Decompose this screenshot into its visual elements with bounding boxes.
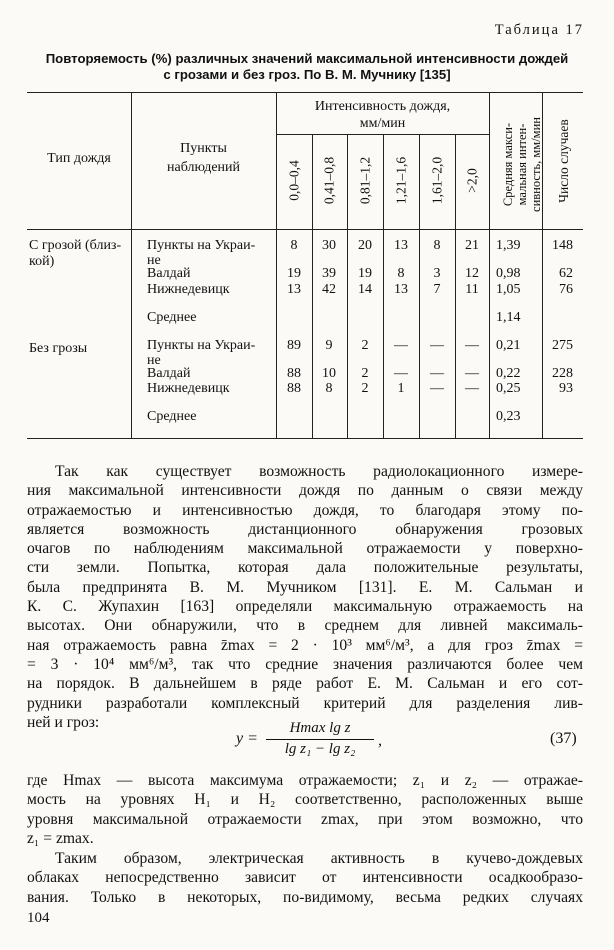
header-intensity-line-2: мм/мин (359, 116, 406, 131)
case-count-cell: 148 (552, 238, 573, 253)
equation-number: (37) (550, 730, 577, 747)
paragraph-2 (27, 771, 583, 848)
avg-intensity-cell: 1,14 (496, 310, 521, 325)
table-cell: 2 (361, 381, 369, 396)
table-top-rule (27, 92, 583, 93)
table-cell: — (430, 381, 444, 396)
formula-comma: , (378, 732, 382, 749)
text-line: ная отражаемость равна z̄max = 2 · 10³ мм⁶/м³, а для гроз z̄max = (27, 636, 583, 654)
header-case-count: Число случаев (556, 119, 571, 203)
header-rain-type: Тип дождя (47, 151, 111, 166)
formula-denominator: lg z₁ − lg z₂ (284, 741, 356, 757)
table-cell: — (465, 381, 479, 396)
case-count-cell: 76 (559, 282, 573, 297)
text-line: была предпринята В. М. Мучником [131]. Е. М. Сальман и (27, 578, 583, 596)
table-cell: 13 (287, 282, 301, 297)
table-cell: — (394, 338, 408, 353)
table-cell: 14 (358, 282, 372, 297)
station-name: не (147, 253, 161, 268)
case-count-cell: 93 (559, 381, 573, 396)
station-name: Нижнедевицк (147, 381, 230, 396)
table-header-rule (27, 229, 583, 230)
table-cell: 8 (290, 238, 298, 253)
text-line: где Hmax — высота максимума отражаемости; z₁ и z₂ — отражае- (27, 772, 583, 789)
text-line: облаках непосредственно зависит от интенсивности осадкообразо- (27, 869, 583, 887)
avg-intensity-cell: 0,21 (496, 338, 521, 353)
text-line: отражаемостью и интенсивностью дождя, то благодаря этому по- (27, 501, 583, 519)
header-interval: 0,0–0,4 (286, 160, 302, 201)
text-line: Так как существует возможность радиолокационного измере- (55, 463, 583, 480)
station-name: Валдай (147, 266, 191, 281)
table-cell: 7 (433, 282, 441, 297)
table-cell: 3 (433, 266, 441, 281)
table-cell: 8 (433, 238, 441, 253)
table-cell: 89 (287, 338, 301, 353)
text-line: z₁ = zmax. (27, 829, 94, 847)
text-line: очагов по наблюдениям максимальной отражаемости у поверхно- (27, 540, 583, 558)
table-label: Таблица 17 (494, 22, 584, 38)
table-cell: 1 (397, 381, 405, 396)
case-count-cell: 275 (552, 338, 573, 353)
table-cell: 21 (465, 238, 479, 253)
avg-intensity-cell: 1,39 (496, 238, 521, 253)
table-cell: 10 (322, 366, 336, 381)
header-interval: 1,21–1,6 (393, 156, 409, 205)
station-name: Пункты на Украи- (147, 338, 256, 353)
table-cell: 13 (394, 282, 408, 297)
text-line: = 3 · 10⁴ мм⁶/м³, так что средние значения различаются более чем (27, 655, 583, 673)
avg-intensity-cell: 0,98 (496, 266, 521, 281)
table-caption-line-2: с грозами и без гроз. По В. М. Мучнику [135] (163, 67, 451, 82)
table-cell: 88 (287, 366, 301, 381)
page-number: 104 (27, 910, 50, 926)
text-line: сти земли. Попытка, которая дала положительные результаты, (27, 559, 583, 577)
case-count-cell: 228 (552, 366, 573, 381)
text-line: уровня максимальной отражаемости zmax, при этом возможно, что (27, 810, 583, 828)
text-line: на порядок. В дальнейшем в ряде работ Е. М. Сальман и его сот- (27, 675, 583, 693)
text-line: рудники разработали комплексный критерий для разделения лив- (27, 694, 583, 712)
table-cell: 11 (465, 282, 479, 297)
table-cell: 8 (325, 381, 333, 396)
table-cell: — (430, 366, 444, 381)
header-stations-line-2: наблюдений (166, 160, 241, 175)
text-line: ния максимальной интенсивности дождя по данным о связи между (27, 482, 583, 500)
station-name: не (147, 353, 161, 368)
text-line: мость на уровнях H₁ и H₂ соответственно, расположенных выше (27, 791, 583, 809)
group-label: кой) (29, 254, 55, 269)
table-cell: 9 (325, 338, 333, 353)
formula-numerator: Hmax lg z (289, 720, 351, 736)
table-cell: — (394, 366, 408, 381)
table-bottom-rule (27, 438, 583, 439)
table-cell: — (465, 366, 479, 381)
station-name: Пункты на Украи- (147, 238, 256, 253)
table-cell: — (430, 338, 444, 353)
fraction-bar (266, 739, 374, 740)
table-cell: 20 (358, 238, 372, 253)
header-interval: >2,0 (464, 168, 480, 193)
station-name: Среднее (147, 310, 197, 325)
table-cell: — (465, 338, 479, 353)
table-cell: 8 (397, 266, 405, 281)
header-interval: 0,81–1,2 (357, 156, 373, 205)
text-line: высотах. Они обнаружили, что в среднем для ливней максималь- (27, 617, 583, 635)
text-line: вания. Только в некоторых, по-видимому, весьма редких случаях (27, 888, 583, 906)
table-cell: 88 (287, 381, 301, 396)
table-cell: 39 (322, 266, 336, 281)
station-name: Среднее (147, 409, 197, 424)
table-cell: 13 (394, 238, 408, 253)
table-cell: 19 (358, 266, 372, 281)
avg-intensity-cell: 0,23 (496, 409, 521, 424)
table-cell: 30 (322, 238, 336, 253)
avg-intensity-cell: 0,25 (496, 381, 521, 396)
table-cell: 19 (287, 266, 301, 281)
text-line: ней и гроз: (27, 713, 100, 731)
header-interval: 1,61–2,0 (429, 156, 445, 205)
header-stations-line-1: Пункты (180, 141, 227, 156)
header-interval: 0,41–0,8 (321, 156, 337, 205)
table-cell: 12 (465, 266, 479, 281)
table-cell: 2 (361, 366, 369, 381)
paragraph-1 (27, 462, 583, 732)
header-intensity-line-1: Интенсивность дождя, (314, 99, 451, 114)
header-avg-intensity: Средняя макси- мальная интен- сивность, мм/мин (501, 117, 543, 212)
station-name: Нижнедевицк (147, 282, 230, 297)
group-label: Без грозы (29, 341, 88, 356)
table-cell: 2 (361, 338, 369, 353)
text-line: К. С. Жупахин [163] определяли максимальную отражаемость на (27, 598, 583, 616)
table-cell: 42 (322, 282, 336, 297)
group-label: С грозой (близ- (29, 238, 122, 253)
paragraph-3 (27, 849, 583, 907)
formula-lhs: y = (236, 730, 258, 747)
station-name: Валдай (147, 366, 191, 381)
text-line: является возможность дистанционного обнаружения грозовых (27, 520, 583, 538)
avg-intensity-cell: 1,05 (496, 282, 521, 297)
table-caption-line-1: Повторяемость (%) различных значений максимальной интенсивности дождей (45, 51, 569, 66)
text-line: Таким образом, электрическая активность в кучево-дождевых (55, 850, 583, 867)
case-count-cell: 62 (559, 266, 573, 281)
avg-intensity-cell: 0,22 (496, 366, 521, 381)
